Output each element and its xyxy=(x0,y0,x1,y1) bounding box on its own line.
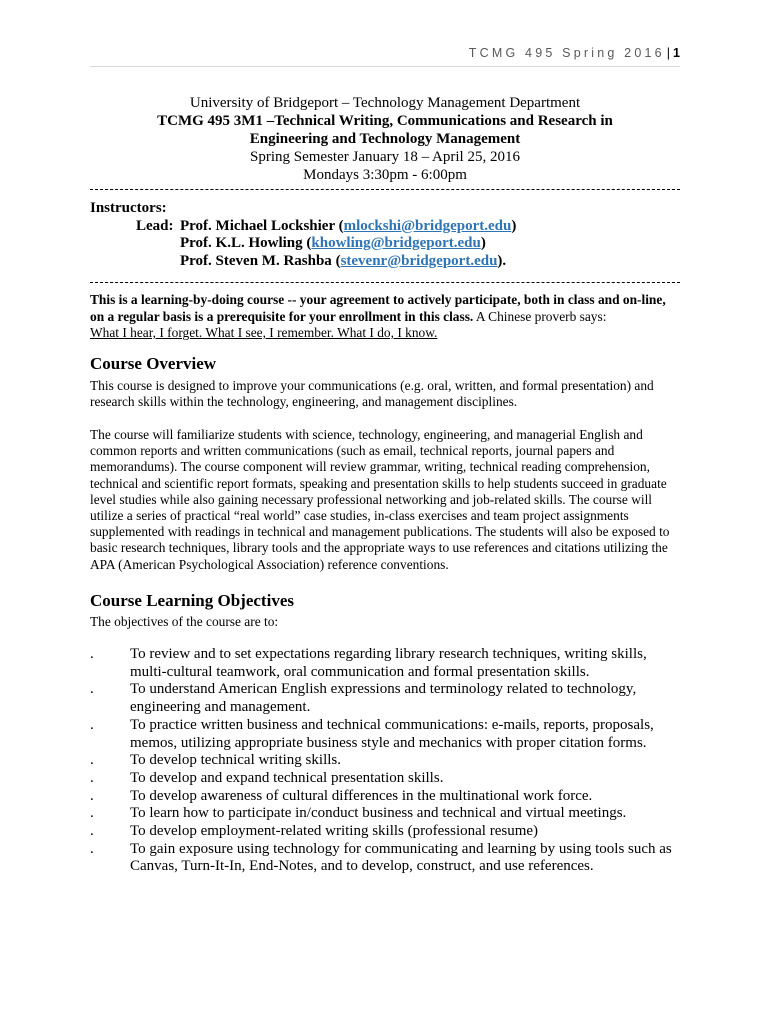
learning-objectives-heading: Course Learning Objectives xyxy=(90,591,294,610)
proverb-lead-in: A Chinese proverb says: xyxy=(473,308,607,324)
objective-item: . To develop employment-related writing skills (professional resume) xyxy=(90,823,539,840)
objective-item: . To practice written business and technical communications: e-mails, reports, proposals, memos, utilizing appropriate business style and mechanics with proper citation forms. xyxy=(90,716,654,751)
bullet-mark: . xyxy=(90,716,94,733)
bullet-mark: . xyxy=(90,787,94,804)
dashed-divider-top xyxy=(90,189,680,190)
instructors-section xyxy=(90,200,680,270)
instructor-email-link[interactable]: khowling@bridgeport.edu xyxy=(311,235,481,251)
participation-requirement: This is a learning-by-doing course -- your agreement to actively participate, both in class and on-line, on a regular basis is a prerequisite for your enrollment in this class. xyxy=(90,292,666,324)
department-line: University of Bridgeport – Technology Management Department xyxy=(189,95,581,111)
bullet-mark: . xyxy=(90,805,94,822)
bullet-mark: . xyxy=(90,840,94,857)
instructor-email-link[interactable]: stevenr@bridgeport.edu xyxy=(340,252,498,269)
instructor-name: Prof. K.L. Howling xyxy=(180,235,303,251)
semester-dates: Spring Semester January 18 – April 25, 2016 xyxy=(250,149,520,165)
objective-item: . To develop technical writing skills. xyxy=(90,752,341,769)
objective-item: . To develop awareness of cultural differences in the multinational work force. xyxy=(90,787,593,804)
instructor-row: Lead: Prof. Michael Lockshier (mlockshi@bridgeport.edu) xyxy=(136,217,517,234)
instructor-name: Prof. Michael Lockshier xyxy=(180,217,335,234)
chinese-proverb: What I hear, I forget. What I see, I remember. What I do, I know. xyxy=(90,325,438,340)
header-separator: | xyxy=(666,46,671,60)
objective-item: . To understand American English expressions and terminology related to technology, engineering and management. xyxy=(90,681,637,716)
instructor-row: Prof. K.L. Howling (khowling@bridgeport.edu) xyxy=(180,235,486,251)
overview-paragraph-1: This course is designed to improve your communications (e.g. oral, written, and formal presentation) and research skills within the technology, engineering, and management disciplines. xyxy=(90,378,654,410)
meeting-time: Mondays 3:30pm - 6:00pm xyxy=(303,167,467,183)
page-number: 1 xyxy=(673,46,680,60)
objective-item: . To gain exposure using technology for communicating and learning by using tools such as Canvas, Turn-It-In, End-Notes, and to develop, construct, and use references. xyxy=(90,840,672,875)
bullet-mark: . xyxy=(90,752,94,769)
bullet-mark: . xyxy=(90,769,94,786)
objectives-intro: The objectives of the course are to: xyxy=(90,614,279,629)
bullet-mark: . xyxy=(90,681,94,698)
objective-item: . To learn how to participate in/conduct business and technical and virtual meetings. xyxy=(90,805,627,822)
instructors-heading: Instructors: xyxy=(90,200,167,216)
dashed-divider-bottom xyxy=(90,282,680,283)
objective-item: . To develop and expand technical presentation skills. xyxy=(90,769,444,786)
page-header xyxy=(90,46,680,67)
overview-paragraph-2: The course will familiarize students with science, technology, engineering, and managerial English and common reports and written communications (such as email, technical reports, journal papers and memorandums). The course component will review grammar, writing, technical reading comprehension, technical and scientific report formats, speaking and presentation skills to help students succeed in graduate level studies while also gaining necessary professional networking and job-related skills. The course will utilize a series of practical “real world” case studies, in-class exercises and team project assignments supplemented with readings in technical and management publications. The students will also be exposed to basic research techniques, library tools and the appropriate ways to use references and citations utilizing the APA (American Psychological Association) reference conventions. xyxy=(90,427,670,572)
instructor-row: Prof. Steven M. Rashba (stevenr@bridgeport.edu). xyxy=(180,252,507,269)
header-course-term: TCMG 495 Spring 2016 xyxy=(468,46,665,60)
objective-item: . To review and to set expectations regarding library research techniques, writing skills, multi-cultural teamwork, oral communication and formal presentation skills. xyxy=(90,646,647,680)
course-title-line-1: TCMG 495 3M1 –Technical Writing, Communications and Research in xyxy=(157,113,613,129)
instructor-name: Prof. Steven M. Rashba xyxy=(180,252,332,269)
instructor-email-link[interactable]: mlockshi@bridgeport.edu xyxy=(343,217,512,234)
objectives-list xyxy=(90,646,690,876)
course-title-block xyxy=(90,94,680,184)
lead-label: Lead: xyxy=(136,217,174,234)
course-title-line-2: Engineering and Technology Management xyxy=(249,131,521,147)
bullet-mark: . xyxy=(90,823,94,840)
course-intro-paragraph xyxy=(90,292,680,342)
bullet-mark: . xyxy=(90,646,94,662)
course-overview-heading: Course Overview xyxy=(90,354,217,373)
